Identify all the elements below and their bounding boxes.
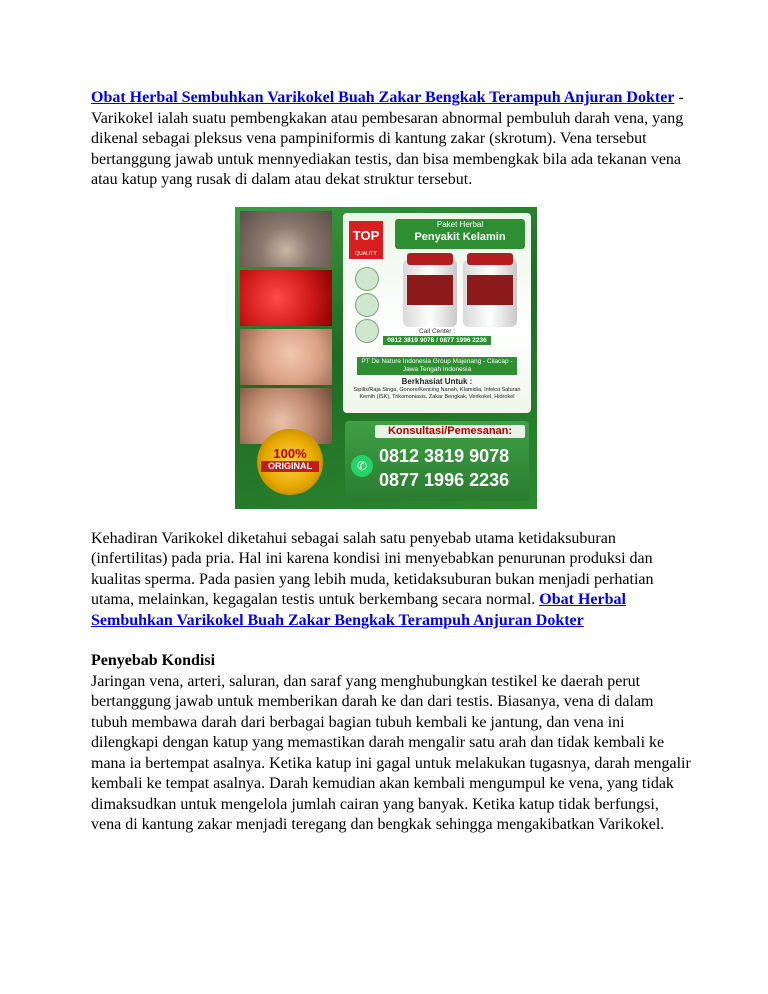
symptom-photo xyxy=(240,270,332,326)
call-center xyxy=(343,327,531,345)
product-panel xyxy=(343,213,531,413)
infertility-text: Kehadiran Varikokel diketahui sebagai salah satu penyebab utama ketidaksuburan (infertilitas) pada pria. Hal ini karena kondisi ini menyebabkan penurunan produksi dan kualitas sperma. Pada pasien yang lebih muda, ketidaksuburan bukan menjadi perhatian utama, melainkan, kegagalan testis untuk berkembang secara normal. xyxy=(91,529,654,608)
article-title-link-2[interactable]: Obat Herbal Sembuhkan Varikokel Buah Zakar Bengkak Terampuh Anjuran Dokter xyxy=(91,591,626,629)
symptom-photo xyxy=(240,329,332,385)
symptom-photo xyxy=(240,211,332,267)
article-title-link[interactable]: Obat Herbal Sembuhkan Varikokel Buah Zakar Bengkak Terampuh Anjuran Dokter xyxy=(91,89,675,106)
certification-icon xyxy=(355,293,379,317)
order-phone-1: 0812 3819 9078 xyxy=(379,445,510,466)
order-phone-2: 0877 1996 2236 xyxy=(379,469,510,490)
top-badge-sub: QUALITY xyxy=(355,250,377,257)
product-jar xyxy=(403,259,457,327)
certification-icon xyxy=(355,267,379,291)
panel-title-large: Penyakit Kelamin xyxy=(414,230,506,243)
top-badge-label: TOP xyxy=(352,227,380,243)
call-center-label: Call Center : xyxy=(418,327,456,335)
order-box xyxy=(345,421,529,501)
intro-text: - Varikokel ialah suatu pembengkakan atau pembesaran abnormal pembuluh darah vena, yang dikenal sebagai pleksus vena pampiniformis di kantung zakar (skrotum). Vena tersebut bertanggung jawab untuk mennyediakan testis, dan bisa membengkak bila ada tekanan vena atau katup yang rusak di dalam atau dekat struktur tersebut. xyxy=(91,89,684,188)
call-center-numbers: 0812 3819 9078 / 0877 1996 2236 xyxy=(383,336,490,345)
cause-paragraph: Jaringan vena, arteri, saluran, dan saraf yang menghubungkan testikel ke daerah perut bertanggung jawab untuk memberikan darah ke dan dari testis. Biasanya, vena di dalam tubuh membawa darah dari berbagai bagian tubuh kembali ke jantung, dan vena ini dilengkapi dengan katup yang memastikan darah mengalir satu arah dan tidak kembali ke mana ia bertempat asalnya. Ketika katup ini gagal untuk melakukan tugasnya, darah mengalir kembali ke tempat asalnya. Darah kemudian akan kembali mengumpul ke vena, yang tidak dimaksudkan untuk mengelola jumlah cairan yang banyak. Ketika katup tidak berfungsi, vena di kantung zakar menjadi teregang dan bengkak sehingga mengakibatkan Varikokel. xyxy=(91,672,691,833)
product-image xyxy=(235,207,537,509)
intro-paragraph xyxy=(91,88,691,191)
whatsapp-icon: ✆ xyxy=(351,455,373,477)
product-jar xyxy=(463,259,517,327)
benefit-list: Sipilis/Raja Singa, Gonore/Kencing Nanah, Klamidia, Infeksi Saluran Kemih (ISK), Trikomoniasis, Zakar Bengkak, Verikokel, Hidrokel xyxy=(353,386,521,400)
panel-title xyxy=(395,219,525,249)
seal-percent: 100% xyxy=(273,445,307,461)
benefit-heading: Berkhasiat Untuk : xyxy=(401,376,473,386)
order-heading: Konsultasi/Pemesanan: xyxy=(375,425,525,438)
symptom-photos xyxy=(240,211,332,443)
panel-title-small: Paket Herbal xyxy=(436,219,484,229)
original-seal xyxy=(257,429,323,495)
benefit-block xyxy=(347,377,527,401)
seal-label: ORIGINAL xyxy=(261,461,319,472)
document-page xyxy=(91,88,691,836)
company-info: PT De Nature Indonesia Group Majenang - Cilacap - Jawa Tengah Indonesia xyxy=(357,357,517,375)
top-quality-badge xyxy=(349,221,383,259)
infertility-paragraph xyxy=(91,529,691,632)
section-heading: Penyebab Kondisi xyxy=(91,652,216,669)
